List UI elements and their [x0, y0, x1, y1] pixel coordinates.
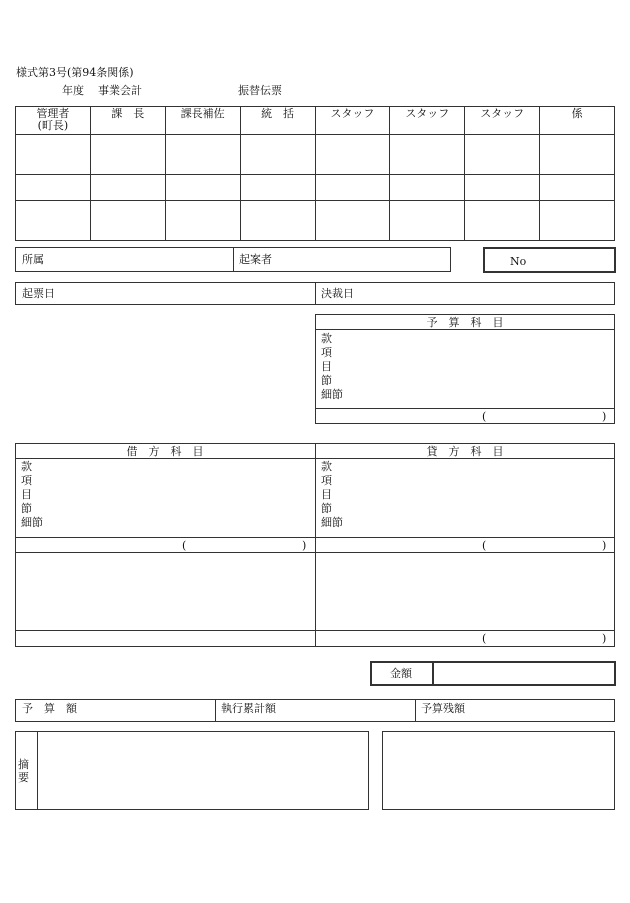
- approval-header-row: [16, 107, 615, 135]
- item-moku: 目: [21, 488, 32, 501]
- amount-field[interactable]: [436, 664, 612, 683]
- open-paren: (: [182, 539, 187, 552]
- summary-label: 摘要: [18, 758, 29, 784]
- approval-header-line2: (町長): [37, 119, 69, 132]
- stamp-cell[interactable]: [165, 201, 240, 241]
- remarks-box[interactable]: [382, 731, 615, 810]
- budget-remaining-label: 予算残額: [421, 702, 465, 715]
- stamp-cell[interactable]: [165, 135, 240, 175]
- close-paren: ): [602, 632, 607, 645]
- approval-stamp-row: [16, 135, 615, 175]
- divider: [432, 661, 434, 686]
- budget-account-items[interactable]: [321, 332, 343, 402]
- item-saisetsu: 細節: [21, 516, 43, 529]
- date-cell[interactable]: [315, 175, 390, 201]
- item-saisetsu: 細節: [321, 516, 343, 529]
- close-paren: ): [602, 539, 607, 552]
- item-moku: 目: [321, 360, 332, 373]
- form-title: 様式第3号(第94条関係): [16, 66, 134, 79]
- approval-header-line1: 課 長: [111, 107, 145, 120]
- stamp-cell[interactable]: [465, 135, 540, 175]
- decision-date-label: 決裁日: [321, 287, 354, 300]
- item-setsu: 節: [21, 502, 32, 515]
- approval-header-line1: スタッフ: [405, 107, 450, 120]
- close-paren: ): [602, 410, 607, 423]
- approval-header-staff-2: [390, 107, 465, 135]
- approval-header-clerk: [540, 107, 615, 135]
- approval-header-line1: 課長補佐: [180, 107, 225, 120]
- number-box[interactable]: [483, 247, 616, 273]
- divider: [15, 630, 615, 631]
- approval-header-line1: スタッフ: [480, 107, 525, 120]
- divider: [215, 699, 216, 722]
- approval-header-supervisor: [240, 107, 315, 135]
- budget-account-header: 予 算 科 目: [426, 316, 504, 329]
- approval-table: [15, 106, 615, 241]
- date-cell[interactable]: [465, 175, 540, 201]
- divider: [15, 458, 615, 459]
- affiliation-field[interactable]: [70, 249, 230, 270]
- year-label: 年度: [62, 84, 84, 97]
- item-kan: 款: [321, 460, 332, 473]
- open-paren: (: [482, 539, 487, 552]
- item-kou: 項: [21, 474, 32, 487]
- credit-header: 貸 方 科 目: [426, 445, 504, 458]
- approval-header-section-chief: [90, 107, 165, 135]
- divider: [15, 552, 615, 553]
- date-cell[interactable]: [390, 175, 465, 201]
- approval-header-line1: 係: [571, 107, 583, 120]
- stamp-cell[interactable]: [16, 201, 91, 241]
- approval-stamp-row: [16, 201, 615, 241]
- item-setsu: 節: [321, 502, 332, 515]
- drafter-label: 起案者: [239, 253, 272, 266]
- drafter-field[interactable]: [290, 249, 448, 270]
- stamp-cell[interactable]: [315, 135, 390, 175]
- stamp-cell[interactable]: [16, 135, 91, 175]
- stamp-cell[interactable]: [240, 201, 315, 241]
- divider: [315, 282, 316, 305]
- stamp-cell[interactable]: [315, 201, 390, 241]
- stamp-cell[interactable]: [90, 201, 165, 241]
- item-kou: 項: [321, 474, 332, 487]
- stamp-cell[interactable]: [465, 201, 540, 241]
- divider: [315, 408, 615, 409]
- budget-amounts-box: [15, 699, 615, 722]
- item-saisetsu: 細節: [321, 388, 343, 401]
- stamp-cell[interactable]: [240, 135, 315, 175]
- summary-field[interactable]: [40, 734, 366, 807]
- date-cell[interactable]: [165, 175, 240, 201]
- divider: [37, 731, 38, 810]
- stamp-cell[interactable]: [390, 135, 465, 175]
- open-paren: (: [482, 410, 487, 423]
- item-kou: 項: [321, 346, 332, 359]
- divider: [315, 443, 316, 647]
- approval-header-staff-1: [315, 107, 390, 135]
- open-paren: (: [482, 632, 487, 645]
- slip-label: 振替伝票: [238, 84, 282, 97]
- item-moku: 目: [321, 488, 332, 501]
- amount-label: 金額: [390, 667, 412, 680]
- credit-items[interactable]: [321, 460, 343, 530]
- approval-header-manager: [16, 107, 91, 135]
- approval-header-line1: スタッフ: [330, 107, 375, 120]
- date-cell[interactable]: [90, 175, 165, 201]
- stamp-cell[interactable]: [90, 135, 165, 175]
- item-setsu: 節: [321, 374, 332, 387]
- decision-date-field[interactable]: [370, 284, 610, 303]
- draft-date-field[interactable]: [70, 284, 310, 303]
- account-label: 事業会計: [98, 84, 142, 97]
- divider: [15, 537, 615, 538]
- affiliation-label: 所属: [22, 253, 44, 266]
- debit-items[interactable]: [21, 460, 43, 530]
- debit-detail-area[interactable]: [17, 554, 313, 628]
- date-cell[interactable]: [16, 175, 91, 201]
- stamp-cell[interactable]: [540, 135, 615, 175]
- approval-date-row: [16, 175, 615, 201]
- close-paren: ): [302, 539, 307, 552]
- draft-date-label: 起票日: [22, 287, 55, 300]
- divider: [233, 247, 234, 272]
- approval-header-deputy-chief: [165, 107, 240, 135]
- approval-header-staff-3: [465, 107, 540, 135]
- date-cell[interactable]: [540, 175, 615, 201]
- debit-header: 借 方 科 目: [126, 445, 204, 458]
- date-cell[interactable]: [240, 175, 315, 201]
- budget-amount-label: 予 算 額: [22, 702, 77, 715]
- number-label: No: [510, 255, 527, 268]
- item-kan: 款: [21, 460, 32, 473]
- approval-header-line1: 管理者: [36, 107, 70, 120]
- approval-header-line1: 統 括: [261, 107, 295, 120]
- credit-detail-area[interactable]: [317, 554, 613, 628]
- stamp-cell[interactable]: [390, 201, 465, 241]
- divider: [415, 699, 416, 722]
- stamp-cell[interactable]: [540, 201, 615, 241]
- item-kan: 款: [321, 332, 332, 345]
- executed-total-label: 執行累計額: [221, 702, 276, 715]
- divider: [315, 329, 615, 330]
